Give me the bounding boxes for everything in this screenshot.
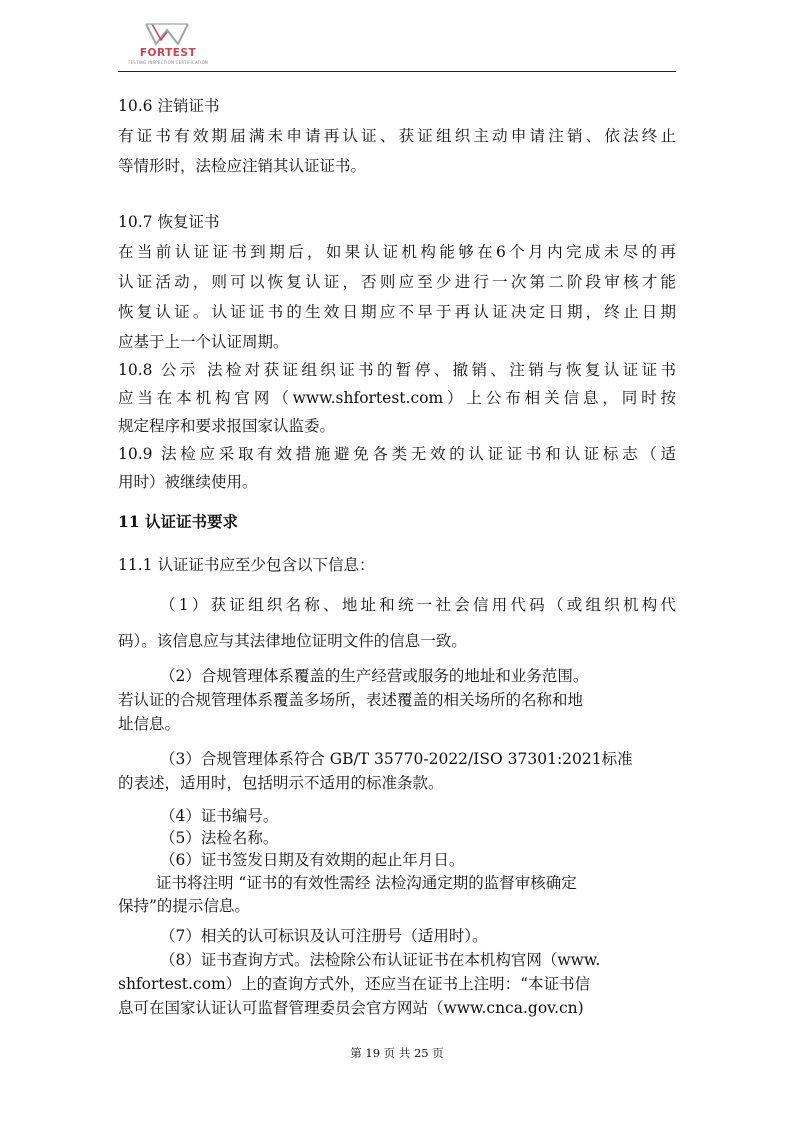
logo-mark-icon — [144, 22, 190, 46]
item-2-line-3: 址信息。 — [118, 715, 181, 733]
item-2-line-1: （2）合规管理体系覆盖的生产经营或服务的地址和业务范围。 — [160, 667, 589, 685]
section-10-9-line-1: 10.9 法检应采取有效措施避免各类无效的认证证书和认证标志（适 — [118, 445, 676, 463]
item-1-line-2: 码）。该信息应与其法律地位证明文件的信息一致。 — [118, 632, 467, 650]
item-4: （4）证书编号。 — [160, 807, 279, 825]
item-6-note-line-1: 证书将注明 “证书的有效性需经 法检沟通定期的监督审核确定 — [156, 874, 577, 892]
section-10-7-text-line-2: 认证活动，则可以恢复认证，否则应至少进行一次第二阶段审核才能 — [118, 273, 676, 291]
section-10-8-line-1: 10.8 公示 法检对获证组织证书的暂停、撤销、注销与恢复认证证书 — [118, 361, 676, 379]
item-8-line-3: 息可在国家认证认可监督管理委员会官方网站（www.cnca.gov.cn) — [118, 999, 584, 1017]
item-6-note-line-2: 保持”的提示信息。 — [118, 897, 250, 915]
section-11-heading: 11 认证证书要求 — [118, 512, 238, 531]
item-3-line-2: 的表述，适用时，包括明示不适用的标准条款。 — [118, 774, 444, 792]
section-10-9-line-2: 用时）被继续使用。 — [118, 473, 258, 491]
section-10-6-text-line-2: 等情形时，法检应注销其认证证书。 — [118, 157, 367, 175]
section-10-7-text-line-3: 恢复认证。认证证书的生效日期应不早于再认证决定日期，终止日期 — [118, 303, 676, 321]
item-5: （5）法检名称。 — [160, 829, 279, 847]
header-divider — [118, 71, 676, 72]
item-2-line-2: 若认证的合规管理体系覆盖多场所，表述覆盖的相关场所的名称和地 — [118, 691, 584, 709]
item-8-line-1: （8）证书查询方式。法检除公布认证证书在本机构官网（www. — [160, 951, 601, 969]
section-10-8-line-2: 应当在本机构官网（www.shfortest.com）上公布相关信息，同时按 — [118, 389, 676, 407]
section-11-1-intro: 11.1 认证证书应至少包含以下信息： — [118, 556, 375, 574]
page-header — [118, 18, 676, 73]
item-7: （7）相关的认可标识及认可注册号（适用时）。 — [160, 927, 488, 945]
item-3-line-1: （3）合规管理体系符合 GB/T 35770-2022/ISO 37301:2021标准 — [160, 750, 633, 768]
section-10-7-title: 10.7 恢复证书 — [118, 213, 220, 231]
logo-text: FORTEST — [139, 47, 197, 59]
section-10-7-text-line-4: 应基于上一个认证周期。 — [118, 333, 289, 351]
section-10-8-line-3: 规定程序和要求报国家认监委。 — [118, 417, 336, 435]
section-10-7-text-line-1: 在当前认证证书到期后，如果认证机构能够在6个月内完成未尽的再 — [118, 243, 676, 261]
section-10-6-text-line-1: 有证书有效期届满未申请再认证、获证组织主动申请注销、依法终止 — [118, 127, 676, 145]
page-number: 第 19 页 共 25 页 — [350, 1046, 444, 1060]
item-1-line-1: （1）获证组织名称、地址和统一社会信用代码（或组织机构代 — [160, 596, 676, 614]
logo-subtitle: TESTING INSPECTION CERTIFICATION — [127, 60, 209, 65]
item-6: （6）证书签发日期及有效期的起止年月日。 — [160, 851, 465, 869]
item-8-line-2: shfortest.com）上的查询方式外，还应当在证书上注明：“本证书信 — [118, 975, 591, 993]
section-10-6-title: 10.6 注销证书 — [118, 97, 220, 115]
fortest-logo — [118, 20, 218, 68]
